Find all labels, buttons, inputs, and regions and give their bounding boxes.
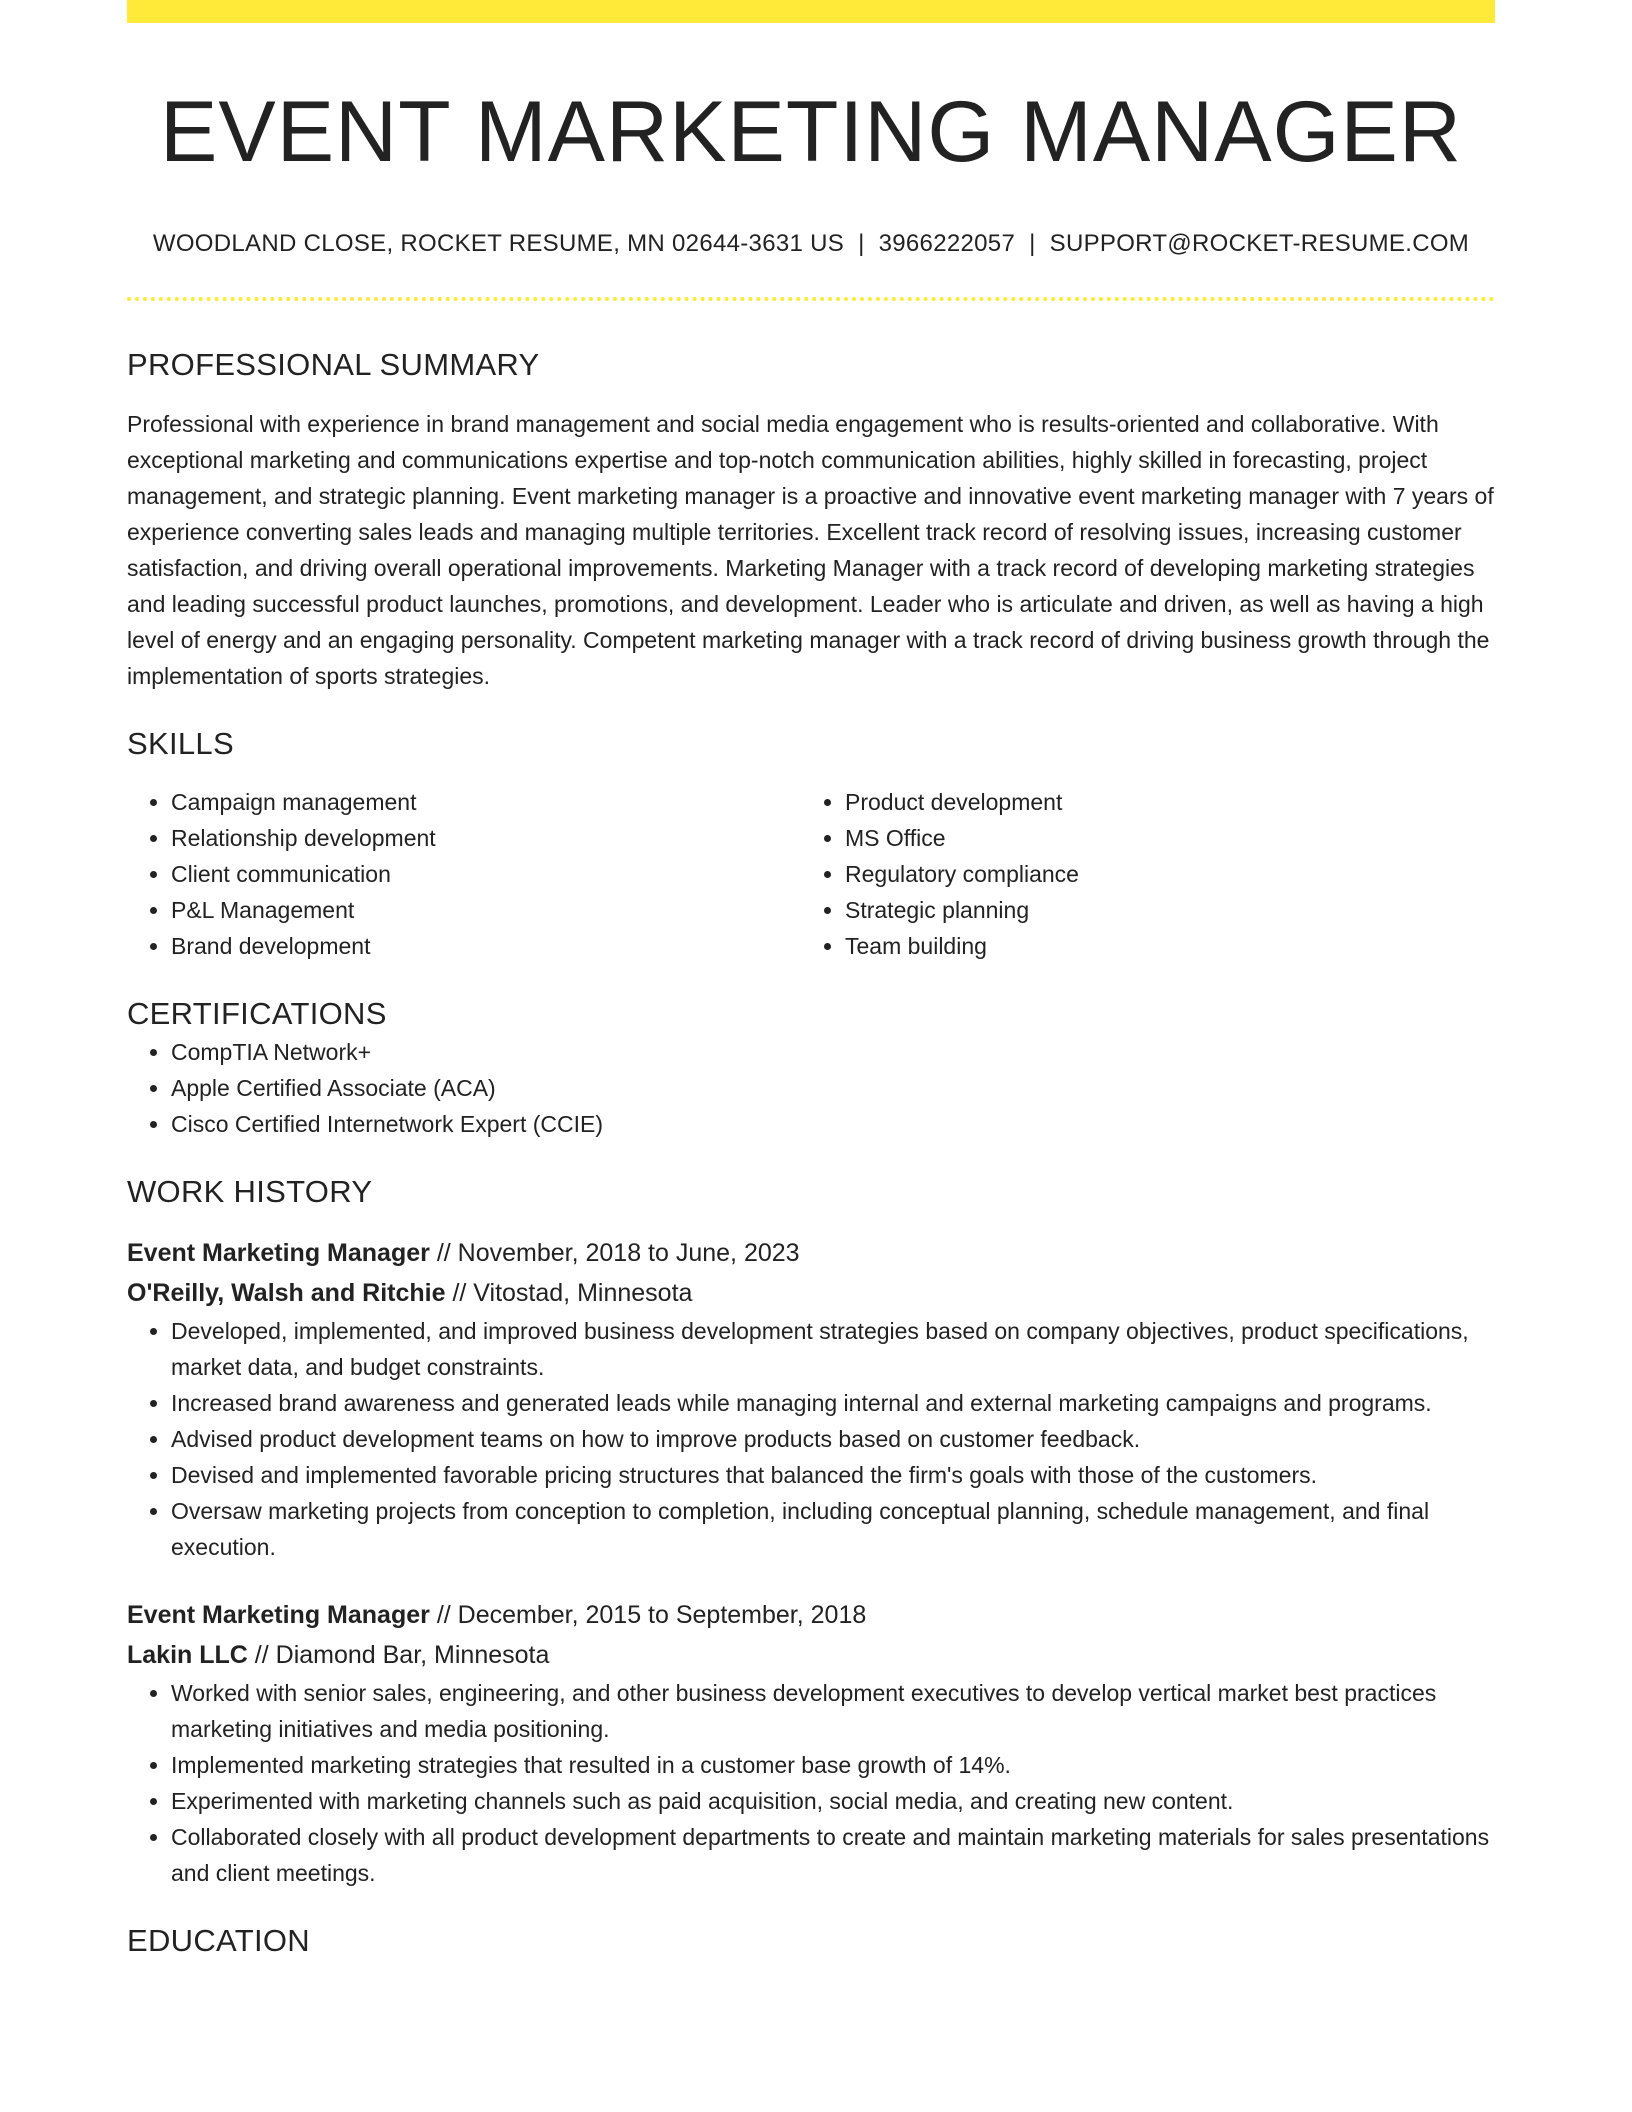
- job-company: Lakin LLC: [127, 1640, 248, 1669]
- skill-item: • P&L Management: [171, 892, 801, 928]
- resume-page: [127, 0, 1495, 1961]
- job-duty: • Advised product development teams on how to improve products based on customer feedback.: [171, 1421, 1495, 1457]
- skill-item: • Campaign management: [171, 784, 801, 820]
- dotted-divider: [127, 297, 1495, 301]
- certifications-list: [127, 1034, 1495, 1142]
- skills-column-right: [801, 784, 1475, 964]
- job-duties-list: [127, 1675, 1495, 1891]
- summary-text: Professional with experience in brand management and social media engagement who is results-oriented and collaborative. With exceptional marketing and communications expertise and top-notch communication abilities, highly skilled in forecasting, project management, and strategic planning. Event marketing manager is a proactive and innovative event marketing manager with 7 years of experience converting sales leads and managing multiple territories. Excellent track record of resolving issues, increasing customer satisfaction, and driving overall operational improvements. Marketing Manager with a track record of developing marketing strategies and leading successful product launches, promotions, and development. Leader who is articulate and driven, as well as having a high level of energy and an engaging personality. Competent marketing manager with a track record of driving business growth through the implementation of sports strategies.: [127, 410, 1494, 689]
- contact-line: [127, 228, 1495, 259]
- certifications-heading: CERTIFICATIONS: [127, 995, 387, 1031]
- job-company-line: [127, 1273, 1495, 1313]
- job-duty: • Oversaw marketing projects from conception to completion, including conceptual planning, schedule management, and final execution.: [171, 1493, 1495, 1565]
- certification-item: • CompTIA Network+: [171, 1034, 1495, 1070]
- skill-item: • Strategic planning: [845, 892, 1475, 928]
- skills-column-left: [127, 784, 801, 964]
- certification-item: • Cisco Certified Internetwork Expert (CCIE): [171, 1106, 1495, 1142]
- certification-item: • Apple Certified Associate (ACA): [171, 1070, 1495, 1106]
- contact-address: WOODLAND CLOSE, ROCKET RESUME, MN 02644-3631 US: [152, 230, 845, 258]
- job-entry: [127, 1233, 1495, 1565]
- job-duty: • Collaborated closely with all product development departments to create and maintain marketing materials for sales presentations and client meetings.: [171, 1819, 1495, 1891]
- job-role: Event Marketing Manager: [127, 1238, 430, 1267]
- resume-title: EVENT MARKETING MANAGER: [159, 84, 1463, 180]
- skills-heading: SKILLS: [127, 725, 234, 761]
- job-location: // Vitostad, Minnesota: [452, 1278, 693, 1307]
- skills-grid: [127, 784, 1495, 964]
- job-duty: • Implemented marketing strategies that resulted in a customer base growth of 14%.: [171, 1747, 1495, 1783]
- job-entry: [127, 1595, 1495, 1891]
- skill-item: • Relationship development: [171, 820, 801, 856]
- job-duty: • Increased brand awareness and generated leads while managing internal and external marketing campaigns and programs.: [171, 1385, 1495, 1421]
- skill-item: • MS Office: [845, 820, 1475, 856]
- skill-item: • Brand development: [171, 928, 801, 964]
- job-role: Event Marketing Manager: [127, 1600, 430, 1629]
- top-accent-bar: [127, 0, 1495, 23]
- summary-heading: PROFESSIONAL SUMMARY: [127, 347, 540, 383]
- contact-separator: |: [858, 230, 865, 258]
- skills-list-right: [801, 784, 1475, 964]
- job-duty: • Experimented with marketing channels such as paid acquisition, social media, and creating new content.: [171, 1783, 1495, 1819]
- job-duty: • Worked with senior sales, engineering, and other business development executives to develop vertical market best practices marketing initiatives and media positioning.: [171, 1675, 1495, 1747]
- skills-list-left: [127, 784, 801, 964]
- job-duties-list: [127, 1313, 1495, 1565]
- contact-phone: 3966222057: [878, 230, 1016, 258]
- job-location: // Diamond Bar, Minnesota: [254, 1640, 550, 1669]
- job-company-line: [127, 1635, 1495, 1675]
- job-role-line: [127, 1233, 1495, 1273]
- work-history-heading: WORK HISTORY: [127, 1174, 373, 1210]
- skill-item: • Regulatory compliance: [845, 856, 1475, 892]
- job-duty: • Developed, implemented, and improved business development strategies based on company objectives, product specifications, market data, and budget constraints.: [171, 1313, 1495, 1385]
- skill-item: • Client communication: [171, 856, 801, 892]
- education-heading: EDUCATION: [127, 1922, 310, 1958]
- job-company: O'Reilly, Walsh and Ritchie: [127, 1278, 446, 1307]
- skill-item: • Product development: [845, 784, 1475, 820]
- job-role-line: [127, 1595, 1495, 1635]
- contact-separator: |: [1029, 230, 1036, 258]
- job-duty: • Devised and implemented favorable pricing structures that balanced the firm's goals with those of the customers.: [171, 1457, 1495, 1493]
- job-dates: // December, 2015 to September, 2018: [436, 1600, 867, 1629]
- job-dates: // November, 2018 to June, 2023: [436, 1238, 800, 1267]
- skill-item: • Team building: [845, 928, 1475, 964]
- contact-email: SUPPORT@ROCKET-RESUME.COM: [1049, 230, 1470, 258]
